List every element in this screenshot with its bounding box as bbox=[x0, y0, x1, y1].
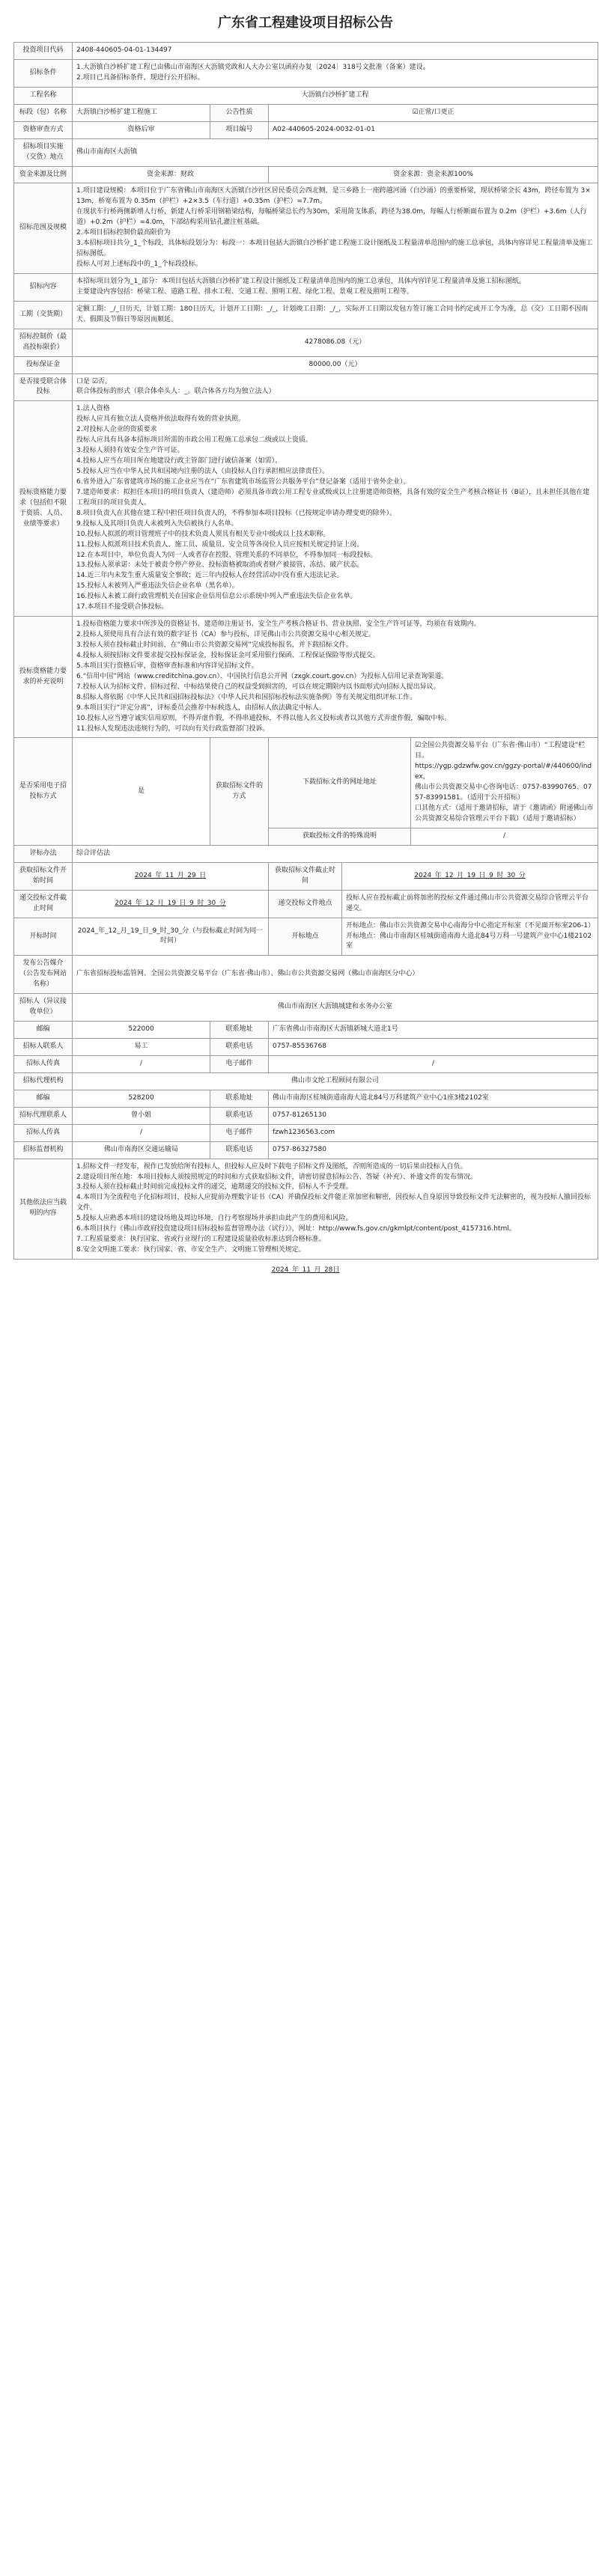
project-name-value: 大沥镇白沙桥扩建工程 bbox=[73, 87, 598, 104]
text-line: 3.本招标项目共分_1_个标段，具体标段划分为：标段一：本项目包括大沥镇白沙桥扩建工程施工设计图纸及工程量清单范围内的施工总承包，具体内容详见工程量清单及施工招标图纸。 bbox=[76, 239, 593, 258]
text-line: 2.项目已具备招标条件，现进行公开招标。 bbox=[76, 73, 204, 82]
row-other-notes bbox=[14, 1159, 598, 1259]
agent-address-value: 佛山市南海区桂城街道南海大道北84号万科建筑产业中心1座3楼2102室 bbox=[269, 1090, 598, 1107]
conditions-value bbox=[73, 59, 598, 87]
agent-email-label: 电子邮件 bbox=[210, 1124, 269, 1141]
submit-deadline-value: 2024_年_12_月_19_日_9_时_30_分 bbox=[73, 890, 269, 918]
text-line: 1.招标文件一经发布，视作已发放给所有投标人，但投标人应及时下载电子招标文件及图纸，否则所造成的一切后果由投标人自负。 bbox=[76, 1162, 467, 1171]
agent-contact-value: 曾小姐 bbox=[73, 1107, 210, 1124]
submit-deadline-label: 递交投标文件截止时间 bbox=[14, 890, 73, 918]
row-supervisor bbox=[14, 1141, 598, 1159]
text-line: 10.投标人应当遵守诚实信用原则，不得弄虚作假，不得串通投标，不得以他人名义投标或者以其他方式弄虚作假，骗取中标。 bbox=[76, 714, 452, 722]
fund-source-value: 资金来源：财政 bbox=[73, 166, 269, 183]
project-name-label: 工程名称 bbox=[14, 87, 73, 104]
row-location bbox=[14, 138, 598, 166]
agent-fax-label: 招标人传真 bbox=[14, 1124, 73, 1141]
location-value: 佛山市南海区大沥镇 bbox=[73, 138, 598, 166]
eval-value: 综合评估法 bbox=[73, 845, 598, 862]
get-doc-start-value: 2024_年_11_月_29_日 bbox=[73, 862, 269, 890]
consortium-value bbox=[73, 373, 598, 401]
row-deposit bbox=[14, 356, 598, 373]
row-electronic bbox=[14, 738, 598, 828]
content-label: 招标内容 bbox=[14, 273, 73, 301]
fax-label: 招标人传真 bbox=[14, 1055, 73, 1072]
contact-value: 易工 bbox=[73, 1039, 210, 1056]
agent-tel-value: 0757-81265130 bbox=[269, 1107, 598, 1124]
row-project-name bbox=[14, 87, 598, 104]
row-tenderer bbox=[14, 994, 598, 1022]
download-addr-value bbox=[411, 738, 598, 828]
text-line: 6.省外进入广东省建筑市场的施工企业应当在“广东省建筑市场监管公共服务平台”登记备案（适用于省外企业）。 bbox=[76, 477, 410, 486]
text-line: 14.近三年内未发生重大质量安全事故；近三年内投标人在经营活动中没有重大违法记录。 bbox=[76, 572, 344, 580]
text-line: 佛山市公共资源交易中心咨询电话：0757-83990765、0757-83991581。（适用于公开招标） bbox=[415, 784, 592, 802]
eval-label: 评标办法 bbox=[14, 845, 73, 862]
electronic-label: 是否采用电子招投标方式 bbox=[14, 738, 73, 845]
text-line: https://ygp.gdzwfw.gov.cn/ggzy-portal/#/440600/index， bbox=[415, 763, 592, 781]
row-submit bbox=[14, 890, 598, 918]
deposit-value: 80000.00（元） bbox=[73, 356, 598, 373]
text-line: 12.在本项目中，单位负责人为同一人或者存在控股、管理关系的不同单位，不得参加同一标段投标。 bbox=[76, 551, 377, 559]
text-line: 17.本项目不接受联合体投标。 bbox=[76, 603, 168, 611]
text-line: 2.建设项目所在地：本项目投标人须按照规定的时间和方式获取招标文件，请密切留意招标公告、答疑（补充）、补遗文件的发布情况。 bbox=[76, 1173, 478, 1181]
submit-place-value: 投标人应在投标截止前将加密的投标文件通过佛山市公共资源交易综合管理云平台递交。 bbox=[342, 890, 598, 918]
supervisor-tel-label: 联系电话 bbox=[210, 1141, 269, 1159]
get-doc-end-value: 2024_年_12_月_19_日_9_时_30_分 bbox=[342, 862, 598, 890]
conditions-label: 招标条件 bbox=[14, 59, 73, 87]
postcode-value: 522000 bbox=[73, 1022, 210, 1039]
consortium-label: 是否接受联合体投标 bbox=[14, 373, 73, 401]
text-line: 口是 ☑否。 bbox=[76, 377, 112, 385]
text-line: 9.投标人及其项目负责人未被列入失信被执行人名单。 bbox=[76, 519, 238, 528]
section-no-label: 项目编号 bbox=[210, 121, 269, 138]
supervisor-value: 佛山市南海区交通运输局 bbox=[73, 1141, 210, 1159]
project-code-value: 2408-440605-04-01-134497 bbox=[73, 43, 598, 60]
footer-date: 2024_年_11_月_28日 bbox=[271, 1266, 340, 1274]
text-line: 2.对投标人企业的资质要求 bbox=[76, 426, 157, 434]
review-value: 资格后审 bbox=[73, 121, 210, 138]
text-line: 在现状车行桥两侧新增人行桥，新建人行桥采用钢箱梁结构，每幅桥梁总长约为30m，采用简支体系，跨径为38.0m，每幅人行桥断面布置为 0.2m（护栏）+3.6m（人行道）+0.2m（护栏）=4.0m，下部结构采用钻孔灌注桩基础。 bbox=[76, 208, 587, 227]
period-label: 工期（交货期） bbox=[14, 301, 73, 329]
tenderer-value: 佛山市南海区大沥镇城建和水务办公室 bbox=[73, 994, 598, 1022]
text-line: 2.投标人须使用具有合法有效的数字证书（CA）参与投标，详见佛山市公共资源交易中心相关规定。 bbox=[76, 631, 376, 639]
review-label: 资格审查方式 bbox=[14, 121, 73, 138]
address-label: 联系地址 bbox=[210, 1022, 269, 1039]
section-label: 标段（包）名称 bbox=[14, 104, 73, 121]
notice-page bbox=[13, 0, 598, 1286]
text-line: 11.投标人发现违法违规行为的，可以向有关行政监督部门投诉。 bbox=[76, 724, 270, 733]
other-notes-label: 其他依法应当载明的内容 bbox=[14, 1159, 73, 1259]
tel-value: 0757-85536768 bbox=[269, 1039, 598, 1056]
row-conditions bbox=[14, 59, 598, 87]
text-line: 口其他方式：（适用于邀请招标，请于《邀请函》附递佛山市公共资源交易综合管理云平台下载）（适用于邀请招标） bbox=[415, 805, 594, 822]
text-line: 7.工程质量要求：执行国家、省或行业现行的工程建设质量验收标准达到合格标准。 bbox=[76, 1236, 326, 1244]
project-code-label: 投资项目代码 bbox=[14, 43, 73, 60]
agent-contact-label: 招标代理联系人 bbox=[14, 1107, 73, 1124]
row-tenderer-fax bbox=[14, 1055, 598, 1072]
row-project-code bbox=[14, 43, 598, 60]
email-value: / bbox=[269, 1055, 598, 1072]
get-doc-platform: ☑全国公共资源交易平台（广东省·佛山市）“工程建设”栏目。 bbox=[415, 742, 586, 760]
tenderer-label: 招标人（异议接收单位） bbox=[14, 994, 73, 1022]
submit-place-label: 递交投标文件地点 bbox=[269, 890, 342, 918]
email-label: 电子邮件 bbox=[210, 1055, 269, 1072]
open-place-label: 开标地点 bbox=[269, 918, 342, 956]
text-line: 8.招标人将依据《中华人民共和国招标投标法》《中华人民共和国招标投标法实施条例》等有关规定组织评标工作。 bbox=[76, 693, 417, 701]
agent-value: 佛山市文纶工程顾问有限公司 bbox=[73, 1072, 598, 1090]
text-line: 定额工期：_/_日历天，计划工期：180日历天，计划开工日期：_/_，计划竣工日期：_/_，实际开工日期以发包方签订施工合同书约定或开工令为准，总（交）工日期不因雨天、假期及节假日等原因而顺延。 bbox=[76, 305, 589, 323]
qualification-label: 投标资格能力要求（包括但不限于资质、人员、业绩等要求） bbox=[14, 401, 73, 617]
row-fund bbox=[14, 166, 598, 183]
row-agent-contact bbox=[14, 1107, 598, 1124]
row-consortium bbox=[14, 373, 598, 401]
agent-postcode-value: 528200 bbox=[73, 1090, 210, 1107]
agent-email-value: fzwh1236563.com bbox=[269, 1124, 598, 1141]
text-line: 6.本项目执行《佛山市政府投资建设项目招标投标监督管理办法（试行）》，网址：http://www.fs.gov.cn/gkmlpt/content/post_4157316.html。 bbox=[76, 1225, 516, 1233]
page-title: 广东省工程建设项目招标公告 bbox=[218, 15, 393, 31]
agent-tel-label: 联系电话 bbox=[210, 1107, 269, 1124]
fund-ratio-value: 资金来源：资金来源100% bbox=[269, 166, 598, 183]
supervisor-tel-value: 0757-86327580 bbox=[269, 1141, 598, 1159]
notice-table bbox=[13, 42, 598, 1260]
text-line: 4.投标人须按招标文件要求提交投标保证金，投标保证金可采用银行保函、工程保证保险等形式提交。 bbox=[76, 651, 380, 659]
contact-label: 招标人联系人 bbox=[14, 1039, 73, 1056]
row-content bbox=[14, 273, 598, 301]
other-notes-value bbox=[73, 1159, 598, 1259]
row-agent-postcode bbox=[14, 1090, 598, 1107]
text-line: 联合体投标的形式（联合体牵头人：_。联合体各方均为独立法人） bbox=[76, 388, 276, 396]
publish-media-label: 发布公告媒介（公告发布网站名称） bbox=[14, 956, 73, 994]
text-line: 13.投标人须承诺：未处于被责令停产停业、投标资格被取消或者财产被接管、冻结、破产状态。 bbox=[76, 561, 364, 570]
text-line: 5.投标人应当在中华人民共和国境内注册的法人（由投标人自行承担相应法律责任）。 bbox=[76, 468, 329, 475]
download-addr-label: 下载招标文件的网址地址 bbox=[269, 738, 411, 828]
row-agent-fax bbox=[14, 1124, 598, 1141]
deposit-label: 投标保证金 bbox=[14, 356, 73, 373]
text-line: 11.投标人拟派项目技术负责人、施工员、质量员、安全员等各岗位人员应按相关规定持证上岗。 bbox=[76, 540, 364, 549]
public-type-value: ☑正常/口更正 bbox=[269, 104, 598, 121]
qualification-value bbox=[73, 401, 598, 617]
text-line: 3.投标人须在投标截止时间前，在“佛山市公共资源交易网”完成投标报名，并下载招标文件。 bbox=[76, 641, 353, 649]
text-line: 投标人应具有具备本招标项目所需的市政公用工程施工总承包二级或以上资质。 bbox=[76, 436, 313, 445]
open-time-label: 开标时间 bbox=[14, 918, 73, 956]
row-qualification bbox=[14, 401, 598, 617]
scope-value bbox=[73, 183, 598, 274]
supervisor-label: 招标监督机构 bbox=[14, 1141, 73, 1159]
text-line: 15.投标人未被列入严重违法失信企业名单（黑名单）。 bbox=[76, 582, 239, 590]
address-value: 广东省佛山市南海区大沥镇新城大道北1号 bbox=[269, 1022, 598, 1039]
section-no-value: A02-440605-2024-0032-01-01 bbox=[269, 121, 598, 138]
other-req-value bbox=[73, 617, 598, 738]
text-line: 1.项目建设规模：本项目位于广东省佛山市南海区大沥镇白沙社区居民委员会西北侧，是三乡路上一座跨越河涌（白沙涌）的重要桥梁，现状桥梁全长 43m，跨径布置为 3×13m，桥宽布置为 0.35m（护栏）+2×3.5（车行道）+0.35m（护栏）=7.7m。 bbox=[76, 187, 591, 206]
get-doc-note-label: 获取投标文件的特殊说明 bbox=[269, 828, 411, 845]
text-line: 9.本项目实行“评定分离”，评标委员会推荐中标候选人，由招标人依法确定中标人。 bbox=[76, 703, 326, 712]
text-line: 4.本项目为全流程电子化招标项目，投标人应提前办理数字证书（CA）并确保投标文件能正常加密和解密，因投标人自身原因导致投标文件无法解密的，视为投标人撤回投标文件。 bbox=[76, 1194, 592, 1212]
text-line: 16.投标人未被工商行政管理机关在国家企业信用信息公示系统中列入严重违法失信企业名单。 bbox=[76, 593, 357, 601]
text-line: 4.投标人应当在项目所在地建设行政主管部门进行诚信备案（如需）。 bbox=[76, 457, 282, 466]
text-line: 7.投标人认为招标文件、招标过程、中标结果使自己的权益受到损害的，可以在规定期限内以书面形式向招标人提出异议。 bbox=[76, 683, 440, 691]
text-line: 1.大沥镇白沙桥扩建工程已由佛山市南海区大沥镇党政和人大办公室以函府办复〔2024〕318号文批准（备案）建设。 bbox=[76, 63, 430, 71]
row-period bbox=[14, 301, 598, 329]
text-line: 2.本项目招标控制价最高限价为 bbox=[76, 229, 171, 237]
text-line: 8.安全文明施工要求：执行国家、省、市安全生产、文明施工管理相关规定。 bbox=[76, 1246, 306, 1254]
agent-label: 招标代理机构 bbox=[14, 1072, 73, 1090]
row-eval bbox=[14, 845, 598, 862]
section-project-value: 大沥镇白沙桥扩建工程施工 bbox=[73, 104, 210, 121]
text-line: 本招标项目划分为_1_部分：本项目包括大沥镇白沙桥扩建工程设计图纸及工程量清单范围内的施工总承包，具体内容详见工程量清单及施工招标图纸。 bbox=[76, 277, 526, 285]
get-doc-method-label: 获取招标文件的方式 bbox=[210, 738, 269, 845]
text-line: 投标人可对上述标段中的_1_个标段投标。 bbox=[76, 260, 202, 268]
row-tenderer-contact bbox=[14, 1039, 598, 1056]
agent-address-label: 联系地址 bbox=[210, 1090, 269, 1107]
text-line: 6.“信用中国”网站（www.creditchina.gov.cn）、中国执行信息公开网（zxgk.court.gov.cn）为投标人信用记录查询渠道。 bbox=[76, 672, 449, 680]
electronic-value: 是 bbox=[73, 738, 210, 845]
row-agent bbox=[14, 1072, 598, 1090]
text-line: 10.投标人拟派的项目管理班子中的技术负责人须具有相关专业中级或以上技术职称。 bbox=[76, 530, 330, 538]
row-control-price bbox=[14, 329, 598, 356]
text-line: 8.项目负责人在其他在建工程中担任项目负责人的，不得参加本项目投标（已按规定申请办理变更的除外）。 bbox=[76, 509, 397, 517]
agent-postcode-label: 邮编 bbox=[14, 1090, 73, 1107]
row-get-doc-time bbox=[14, 862, 598, 890]
period-value bbox=[73, 301, 598, 329]
control-price-label: 招标控制价（最高投标限价） bbox=[14, 329, 73, 356]
text-line: 1.投标资格能力要求中所涉及的资格证书、建造师注册证书、安全生产考核合格证书、营业执照、安全生产许可证等，均须在有效期内。 bbox=[76, 620, 481, 629]
row-scope bbox=[14, 183, 598, 274]
row-section bbox=[14, 104, 598, 121]
download-addr-list bbox=[415, 762, 594, 825]
content-value bbox=[73, 273, 598, 301]
row-publish-media bbox=[14, 956, 598, 994]
tel-label: 联系电话 bbox=[210, 1039, 269, 1056]
text-line: 5.投标人应熟悉本项目的建设场地及周边环境，自行考察现场并承担由此产生的费用和风险。 bbox=[76, 1215, 353, 1223]
text-line: 主要建设内容包括：桥梁工程、道路工程、排水工程、交通工程、照明工程、绿化工程、景观工程及照明工程等。 bbox=[76, 287, 414, 296]
get-doc-note-value: / bbox=[411, 828, 598, 845]
agent-fax-value: / bbox=[73, 1124, 210, 1141]
text-line: 3.投标人须在投标截止时间前完成投标文件的递交，逾期递交的投标文件，招标人不予受理。 bbox=[76, 1183, 353, 1191]
text-line: 3.投标人须持有效安全生产许可证。 bbox=[76, 447, 184, 455]
other-req-label: 投标资格能力要求的补充说明 bbox=[14, 617, 73, 738]
fax-value: / bbox=[73, 1055, 210, 1072]
row-tenderer-postcode bbox=[14, 1022, 598, 1039]
get-doc-start-label: 获取招标文件开始时间 bbox=[14, 862, 73, 890]
publish-media-value: 广东省招标投标监管网、全国公共资源交易平台（广东省·佛山市）、佛山市公共资源交易网（佛山市南海区分中心） bbox=[73, 956, 598, 994]
text-line: 5.本项目实行资格后审，资格审查标准和内容详见招标文件。 bbox=[76, 662, 258, 670]
fund-ratio-label: 资金来源及比例 bbox=[14, 166, 73, 183]
open-time-value: 2024_年_12_月_19_日_9_时_30_分（与投标截止时间为同一时间） bbox=[73, 918, 269, 956]
text-line: 投标人应具有独立法人资格并依法取得有效的营业执照。 bbox=[76, 415, 246, 424]
scope-label: 招标范围及规模 bbox=[14, 183, 73, 274]
postcode-label: 邮编 bbox=[14, 1022, 73, 1039]
text-line: 7.建造师要求：拟担任本项目的项目负责人（建造师）必须具备市政公用工程专业贰级或以上注册建造师资格，具备有效的安全生产考核合格证书（B证），且未担任其他在建工程项目的项目负责人。 bbox=[76, 488, 590, 507]
public-type-label: 公告性质 bbox=[210, 104, 269, 121]
row-section-detail bbox=[14, 121, 598, 138]
control-price-value: 4278086.08（元） bbox=[73, 329, 598, 356]
get-doc-end-label: 获取招标文件截止时间 bbox=[269, 862, 342, 890]
row-open bbox=[14, 918, 598, 956]
row-other-req bbox=[14, 617, 598, 738]
location-label: 招标项目实施（交货）地点 bbox=[14, 138, 73, 166]
open-place-value: 开标地点：佛山市公共资源交易中心南海分中心指定开标室（不见面开标室206-1）开标地点：佛山市南海区桂城街道南海大道北84号万科一号建筑产业中心1楼2102室 bbox=[342, 918, 598, 956]
text-line: 1.法人资格 bbox=[76, 405, 110, 413]
